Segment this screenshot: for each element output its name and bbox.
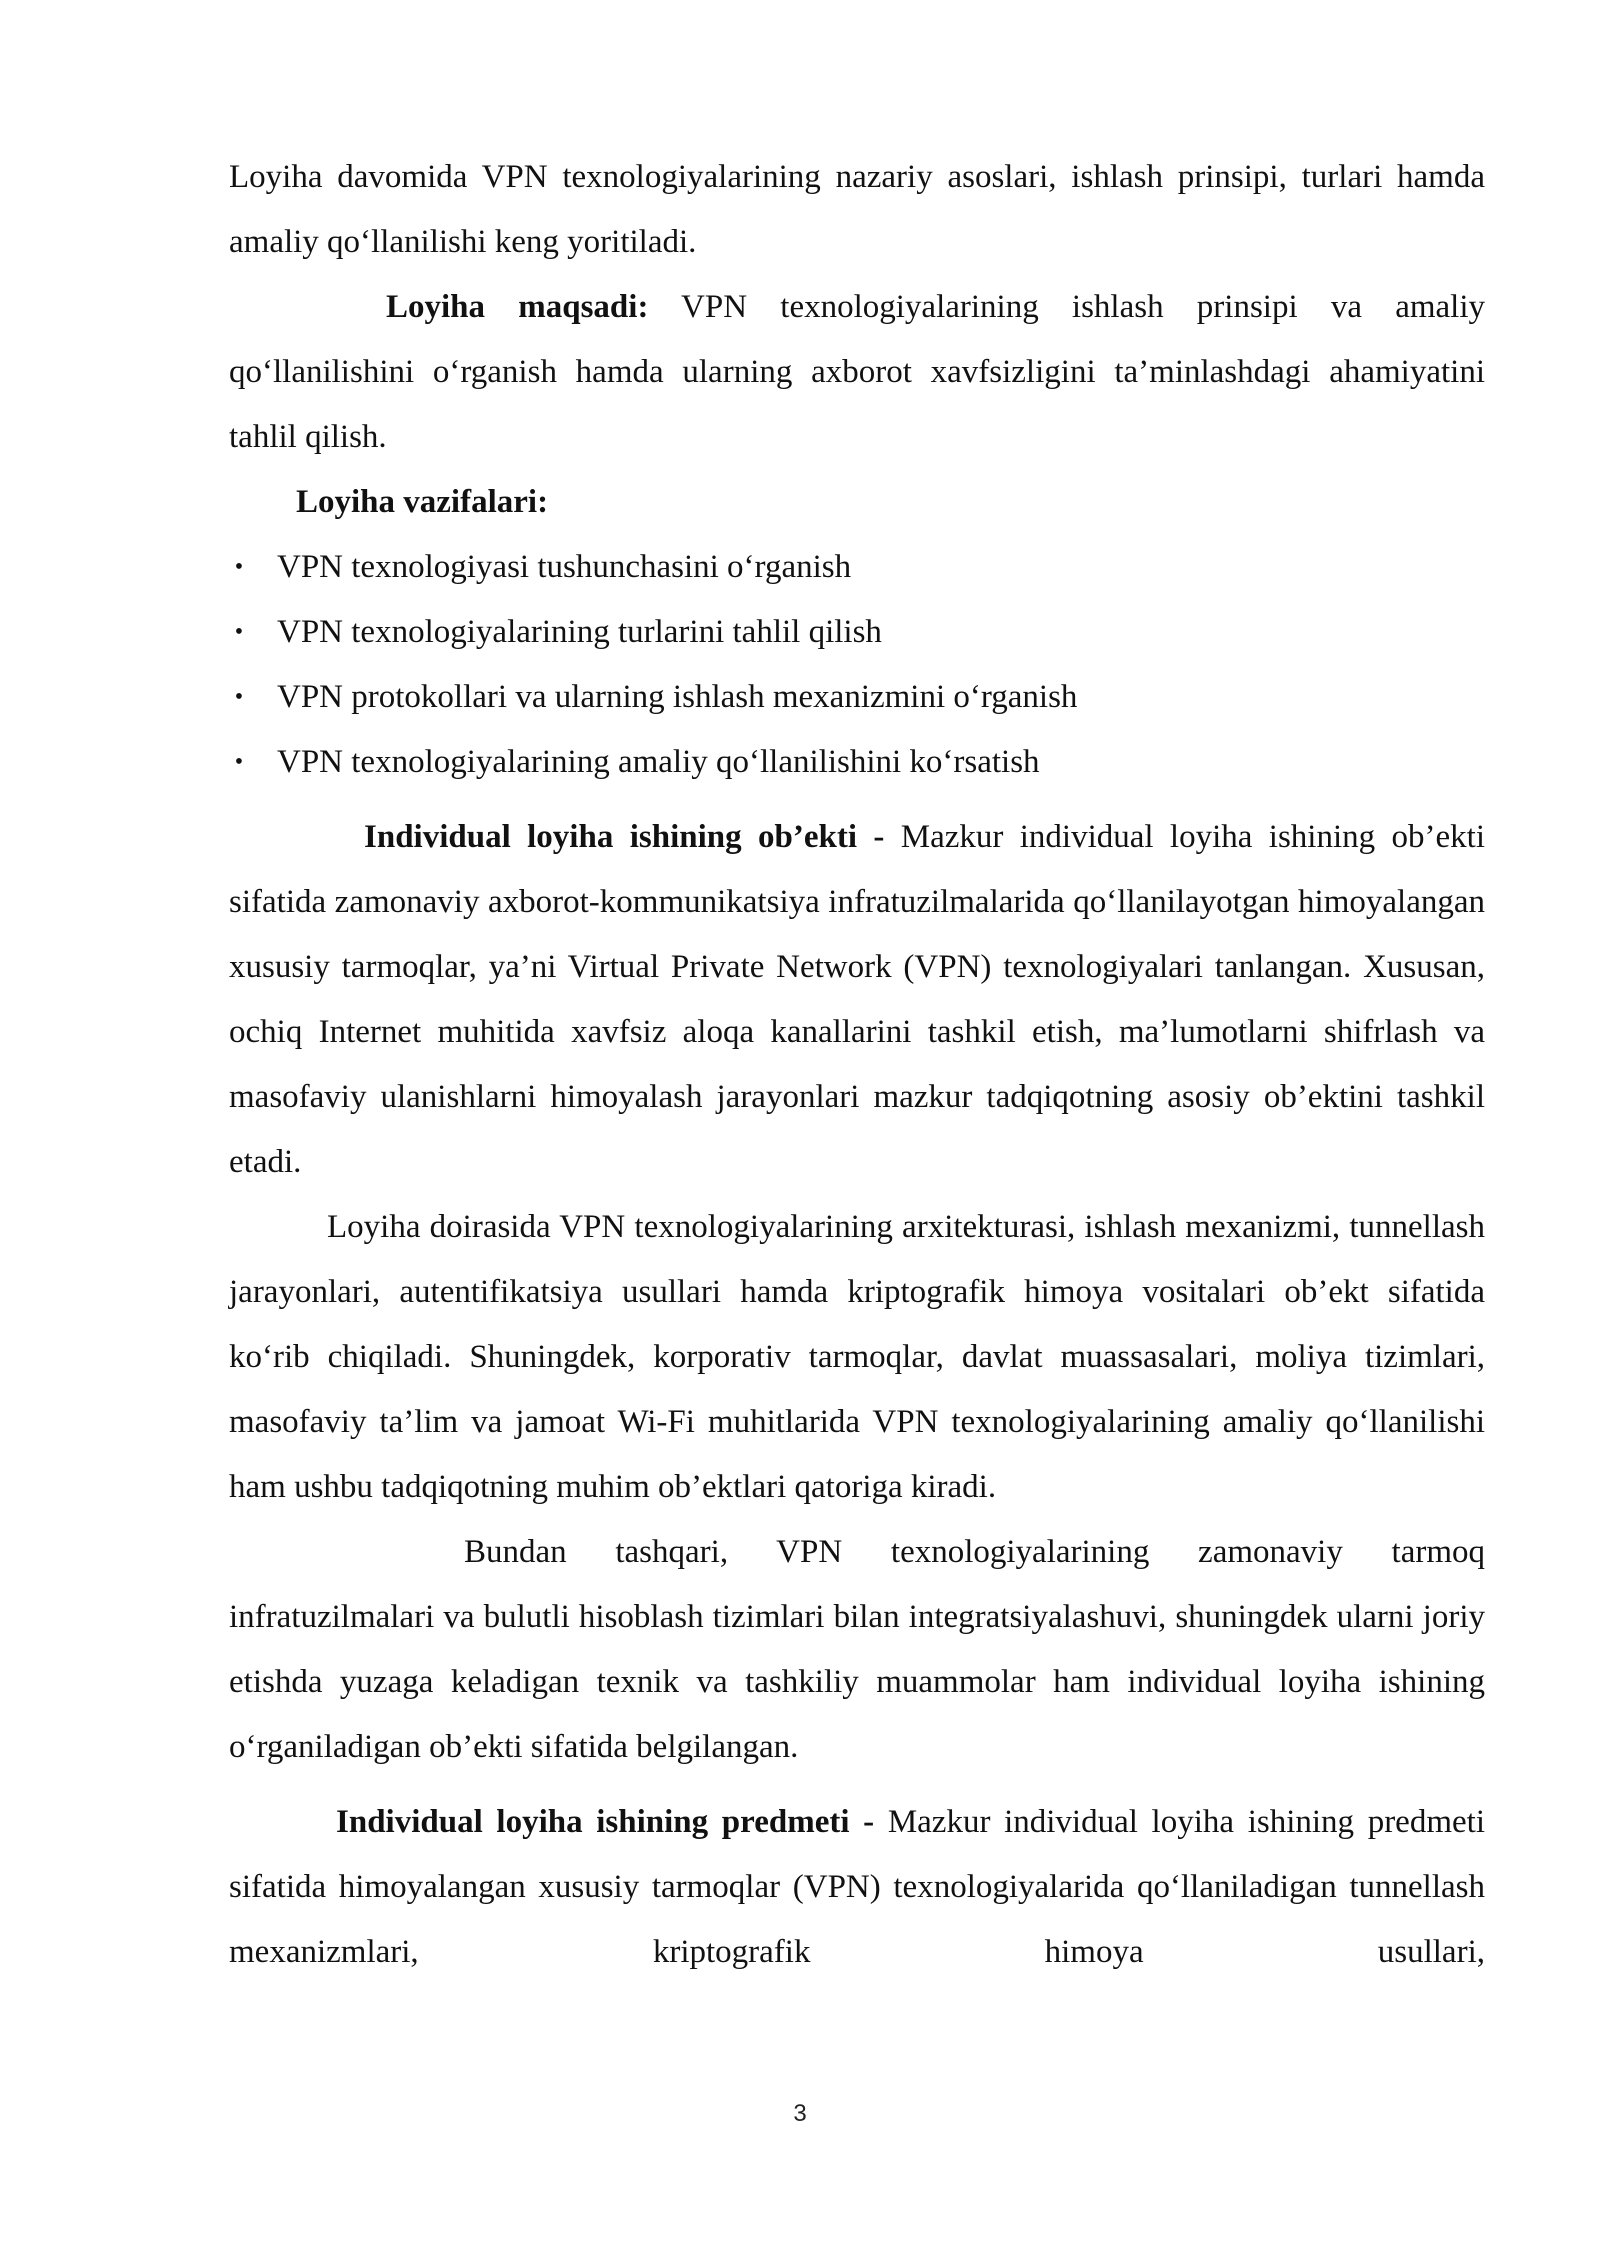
page-number: 3 bbox=[793, 2100, 807, 2127]
tasks-list bbox=[229, 535, 1485, 795]
subject-text: Mazkur individual loyiha ishining predmeti sifatida himoyalangan xususiy tarmoqlar (VPN) texnologiyalarida qo‘llaniladigan tunnellash mexanizmlari, kriptografik himoya usullari, bbox=[229, 1804, 1485, 1970]
subject-label: Individual loyiha ishining predmeti bbox=[336, 1804, 850, 1840]
list-item bbox=[229, 730, 1485, 795]
page-body bbox=[229, 145, 1485, 1985]
task-text: VPN texnologiyasi tushunchasini o‘rganish bbox=[277, 549, 852, 585]
bullet-icon: • bbox=[234, 684, 244, 710]
subject-paragraph bbox=[229, 1790, 1485, 1985]
object-text: Mazkur individual loyiha ishining ob’ekti sifatida zamonaviy axborot-kommunikatsiya infratuzilmalarida qo‘llanilayotgan himoyalangan xususiy tarmoqlar, ya’ni Virtual Private Network (VPN) texnologiyalari tanlangan. Xususan, ochiq Internet muhitida xavfsiz aloqa kanallarini tashkil etish, ma’lumotlarni shifrlash va masofaviy ulanishlarni himoyalash jarayonlari mazkur tadqiqotning asosiy ob’ektini tashkil etadi. bbox=[229, 819, 1485, 1180]
object-dash: - bbox=[856, 819, 901, 855]
task-text: VPN texnologiyalarining turlarini tahlil qilish bbox=[277, 614, 882, 650]
scope-paragraph: Loyiha doirasida VPN texnologiyalarining arxitekturasi, ishlash mexanizmi, tunnellash jarayonlari, autentifikatsiya usullari hamda kriptografik himoya vositalari ob’ekt sifatida ko‘rib chiqiladi. Shuningdek, korporativ tarmoqlar, davlat muassasalari, moliya tizimlari, masofaviy ta’lim va jamoat Wi-Fi muhitlarida VPN texnologiyalarining amaliy qo‘llanilishi ham ushbu tadqiqotning muhim ob’ektlari qatoriga kiradi. bbox=[229, 1209, 1485, 1505]
bullet-icon: • bbox=[234, 619, 244, 645]
goal-text: VPN texnologiyalarining ishlash prinsipi va amaliy qo‘llanilishini o‘rganish hamda ularning axborot xavfsizligini ta’minlashdagi ahamiyatini tahlil qilish. bbox=[229, 289, 1485, 455]
list-item bbox=[229, 535, 1485, 600]
intro-paragraph: Loyiha davomida VPN texnologiyalarining nazariy asoslari, ishlash prinsipi, turlari hamda amaliy qo‘llanilishi keng yoritiladi. bbox=[229, 159, 1485, 260]
goal-paragraph bbox=[229, 275, 1485, 470]
bullet-icon: • bbox=[234, 749, 244, 775]
task-text: VPN texnologiyalarining amaliy qo‘llanilishini ko‘rsatish bbox=[277, 744, 1040, 780]
bullet-icon: • bbox=[234, 554, 244, 580]
subject-dash: - bbox=[849, 1804, 888, 1840]
object-paragraph bbox=[229, 805, 1485, 1195]
goal-label: Loyiha maqsadi: bbox=[386, 289, 649, 325]
task-text: VPN protokollari va ularning ishlash mexanizmini o‘rganish bbox=[277, 679, 1078, 715]
tasks-title: Loyiha vazifalari: bbox=[296, 484, 549, 520]
list-item bbox=[229, 665, 1485, 730]
object-label: Individual loyiha ishining ob’ekti bbox=[364, 819, 857, 855]
list-item bbox=[229, 600, 1485, 665]
additional-paragraph: Bundan tashqari, VPN texnologiyalarining zamonaviy tarmoq infratuzilmalari va bulutli hisoblash tizimlari bilan integratsiyalashuvi, shuningdek ularni joriy etishda yuzaga keladigan texnik va tashkiliy muammolar ham individual loyiha ishining o‘rganiladigan ob’ekti sifatida belgilangan. bbox=[229, 1534, 1485, 1765]
